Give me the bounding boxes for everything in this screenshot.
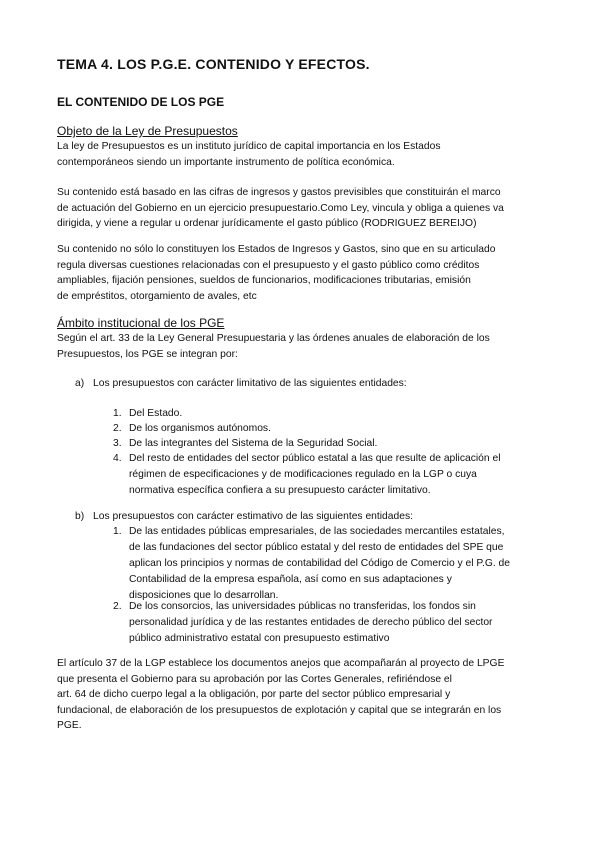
text-line: La ley de Presupuestos es un instituto jurídico de capital importancia en los Estados	[57, 141, 441, 152]
objeto-heading: Objeto de la Ley de Presupuestos	[57, 124, 238, 138]
list-text: Los presupuestos con carácter estimativo de las siguientes entidades:	[93, 511, 413, 522]
list-text: De los organismos autónomos.	[129, 423, 271, 434]
list-marker: 2.	[113, 423, 122, 434]
list-text: normativa específica confiera a su presupuesto carácter limitativo.	[129, 485, 431, 496]
objeto-paragraph-1	[57, 139, 545, 170]
list-text: Los presupuestos con carácter limitativo de las siguientes entidades:	[93, 378, 407, 389]
list-text: De los consorcios, las universidades públicas no transferidas, los fondos sin	[129, 601, 476, 612]
list-marker: 1.	[113, 526, 122, 537]
list-marker: 2.	[113, 601, 122, 612]
text-line: contemporáneos siendo un importante instrumento de política económica.	[57, 156, 395, 168]
text-line: fundacional, de elaboración de los presupuestos de explotación y capital que se integrarán en los	[57, 704, 502, 716]
closing-paragraph	[57, 656, 545, 734]
text-line: El artículo 37 de la LGP establece los documentos anejos que acompañarán al proyecto de LPGE	[57, 658, 505, 669]
list-marker: a)	[75, 378, 85, 389]
ambito-intro	[57, 331, 545, 362]
text-line: ampliables, fijación pensiones, sueldos de funcionarios, modificaciones tributarias, emisión	[57, 275, 471, 287]
list-text: disposiciones que lo desarrollan.	[129, 590, 279, 601]
list-marker: 1.	[113, 408, 122, 419]
list-text: De las integrantes del Sistema de la Seguridad Social.	[129, 438, 378, 449]
document-title: TEMA 4. LOS P.G.E. CONTENIDO Y EFECTOS.	[57, 56, 370, 72]
list-text: de las fundaciones del sector público estatal y del resto de entidades del SPE que	[129, 542, 504, 553]
text-line: Según el art. 33 de la Ley General Presupuestaria y las órdenes anuales de elaboración de los	[57, 333, 490, 344]
text-line: PGE.	[57, 720, 82, 732]
list-marker: 4.	[113, 453, 122, 464]
list-text: De las entidades públicas empresariales, de las sociedades mercantiles estatales,	[129, 526, 505, 537]
list-text: régimen de especificaciones y de modificaciones regulado en la LGP o cuya	[129, 469, 477, 480]
list-text: Del resto de entidades del sector público estatal a las que resulte de aplicación el	[129, 453, 501, 464]
list-text: público administrativo estatal con presupuesto estimativo	[129, 633, 390, 644]
text-line: regula diversas cuestiones relacionadas con el presupuesto y el gasto público como créditos	[57, 259, 480, 271]
list-text: Del Estado.	[129, 408, 183, 419]
text-line: Su contenido está basado en las cifras de ingresos y gastos previsibles que constituirán el marco	[57, 187, 501, 198]
text-line: dirigida, y viene a regular u ordenar jurídicamente el gasto público (RODRIGUEZ BEREIJO)	[57, 218, 477, 230]
list-marker: 3.	[113, 438, 122, 449]
text-line: de actuación del Gobierno en un ejercicio presupuestario.Como Ley, vincula y obliga a quienes va	[57, 202, 504, 214]
text-line: art. 64 de dicho cuerpo legal a la obligación, por parte del sector público empresarial y	[57, 689, 451, 701]
list-text: personalidad jurídica y de las restantes entidades de derecho público del sector	[129, 617, 493, 628]
text-line: de empréstitos, otorgamiento de avales, etc	[57, 290, 257, 302]
ambito-heading: Ámbito institucional de los PGE	[57, 316, 225, 330]
objeto-paragraph-2	[57, 185, 545, 232]
text-line: Presupuestos, los PGE se integran por:	[57, 348, 238, 360]
objeto-paragraph-3	[57, 242, 545, 304]
list-marker: b)	[75, 511, 85, 522]
text-line: que presenta el Gobierno para su aprobación por las Cortes Generales, refiriéndose el	[57, 673, 452, 685]
text-line: Su contenido no sólo lo constituyen los Estados de Ingresos y Gastos, sino que en su articulado	[57, 244, 496, 255]
section-heading: EL CONTENIDO DE LOS PGE	[57, 95, 225, 109]
list-text: Contabilidad de la empresa española, así como en sus adaptaciones y	[129, 574, 452, 585]
list-text: aplican los principios y normas de contabilidad del Código de Comercio y el P.G. de	[129, 558, 511, 569]
